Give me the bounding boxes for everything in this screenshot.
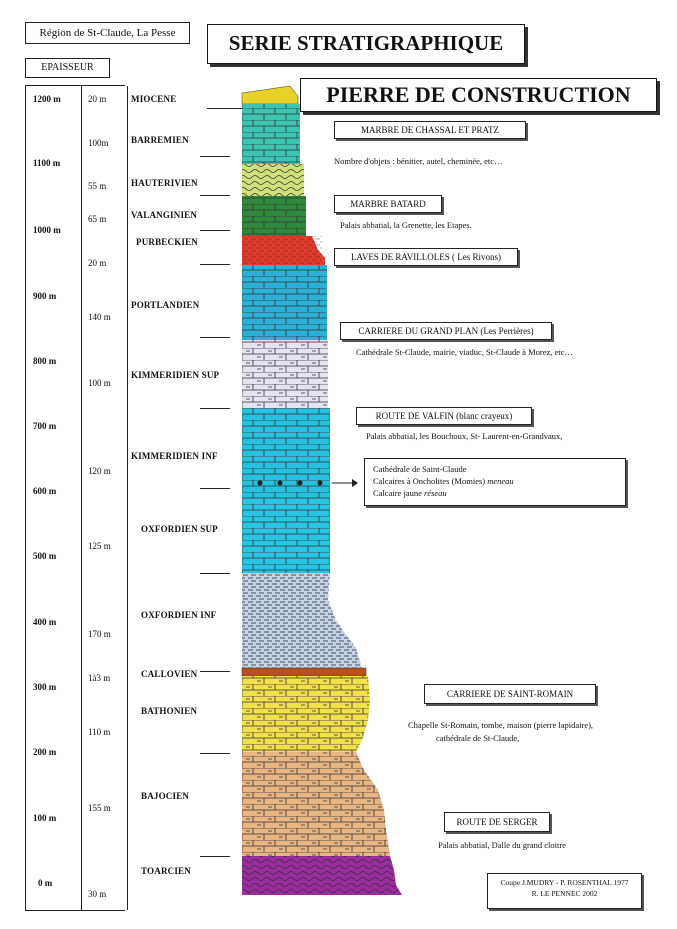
annotation-saint-romain-desc2: cathédrale de St-Claude, (436, 733, 520, 743)
stage-hauterivien: HAUTERIVIEN (131, 178, 198, 188)
region-label: Région de St-Claude, La Pesse (25, 22, 190, 44)
annotation-marbre-batard: MARBRE BATARD (334, 195, 442, 213)
thickness-label: 110 m (88, 727, 111, 737)
stage-oxfordien-sup: OXFORDIEN SUP (141, 524, 218, 534)
thickness-label: 140 m (88, 312, 111, 322)
altitude-label: 300 m (33, 682, 57, 692)
layer-callovien (242, 668, 366, 676)
thickness-label: 170 m (88, 629, 111, 639)
stage-bajocien: BAJOCIEN (141, 791, 190, 801)
stage-miocene: MIOCENE (131, 94, 177, 104)
annotation-ravilloles: LAVES DE RAVILLOLES ( Les Rivons) (334, 248, 518, 266)
altitude-label: 1000 m (33, 225, 61, 235)
stage-oxfordien-inf: OXFORDIEN INF (141, 610, 217, 620)
thickness-label: 125 m (88, 541, 111, 551)
credit-line2: R. LE PENNEC 2002 (531, 889, 598, 898)
altitude-label: 400 m (33, 617, 57, 627)
annotation-serger-desc: Palais abbatial, Dalle du grand cloitre (438, 840, 566, 850)
thickness-label: 100 m (88, 378, 111, 388)
annotation-serger: ROUTE DE SERGER (444, 812, 550, 832)
thickness-label: 55 m (88, 181, 107, 191)
annotation-chassal-desc: Nombre d'objets : bénitier, autel, cheminée, etc… (334, 156, 503, 166)
credit-line1: Coupe J.MUDRY - P. ROSENTHAL 1977 (500, 878, 629, 887)
thickness-header: EPAISSEUR (25, 58, 110, 78)
layer-miocene (242, 86, 298, 104)
annotation-saint-romain-desc: Chapelle St-Romain, tombe, maison (pierre lapidaire), (408, 720, 594, 730)
altitude-label: 500 m (33, 551, 57, 561)
stage-kimmeridien-inf: KIMMERIDIEN INF (131, 451, 218, 461)
stage-valanginien: VALANGINIEN (131, 210, 198, 220)
page-title: SERIE STRATIGRAPHIQUE (207, 24, 525, 64)
thickness-label: 20 m (88, 94, 107, 104)
altitude-label: 200 m (33, 747, 57, 757)
annotation-oncholites (364, 458, 626, 506)
altitude-label: 900 m (33, 291, 57, 301)
oncholites-line1: Cathédrale de Saint-Claude (373, 464, 467, 474)
page-subtitle: PIERRE DE CONSTRUCTION (300, 78, 657, 112)
altitude-label: 800 m (33, 356, 57, 366)
stage-barremien: BARREMIEN (131, 135, 189, 145)
annotation-grand-plan-desc: Cathédrale St-Claude, mairie, viaduc, St-Claude à Morez, etc… (356, 347, 573, 357)
stage-purbeckien: PURBECKIEN (136, 237, 199, 247)
annotation-marbre-batard-desc: Palais abbatial, la Grenette, les Etapes. (340, 220, 472, 230)
thickness-label: 20 m (88, 258, 107, 268)
stage-portlandien: PORTLANDIEN (131, 300, 200, 310)
annotation-saint-romain: CARRIERE DE SAINT-ROMAIN (424, 684, 596, 704)
altitude-label: 100 m (33, 813, 57, 823)
annotation-grand-plan: CARRIERE DU GRAND PLAN (Les Perrières) (340, 322, 552, 340)
thickness-label: 30 m (88, 889, 107, 899)
altitude-label: 700 m (33, 421, 57, 431)
annotation-valfin-desc: Palais abbatial, les Bouchoux, St- Laurent-en-Grandvaux, (366, 431, 563, 441)
oncholites-line2: Calcaires à Oncholites (Momies) meneau (373, 476, 514, 486)
altitude-label: 0 m (38, 878, 53, 888)
stage-bathonien: BATHONIEN (141, 706, 198, 716)
credit-box (487, 873, 642, 909)
thickness-label: 100m (88, 138, 109, 148)
altitude-label: 1200 m (33, 94, 61, 104)
thickness-label: 120 m (88, 466, 111, 476)
oncholites-line3: Calcaire jaune réseau (373, 488, 447, 498)
thickness-label: 1à3 m (88, 673, 111, 683)
stage-callovien: CALLOVIEN (141, 669, 198, 679)
altitude-label: 1100 m (33, 158, 61, 168)
stage-kimmeridien-sup: KIMMERIDIEN SUP (131, 370, 220, 380)
thickness-label: 65 m (88, 214, 107, 224)
thickness-label: 155 m (88, 803, 111, 813)
altitude-label: 600 m (33, 486, 57, 496)
annotation-valfin: ROUTE DE VALFIN (blanc crayeux) (356, 407, 532, 425)
annotation-chassal: MARBRE DE CHASSAL ET PRATZ (334, 121, 526, 139)
stage-toarcien: TOARCIEN (141, 866, 191, 876)
